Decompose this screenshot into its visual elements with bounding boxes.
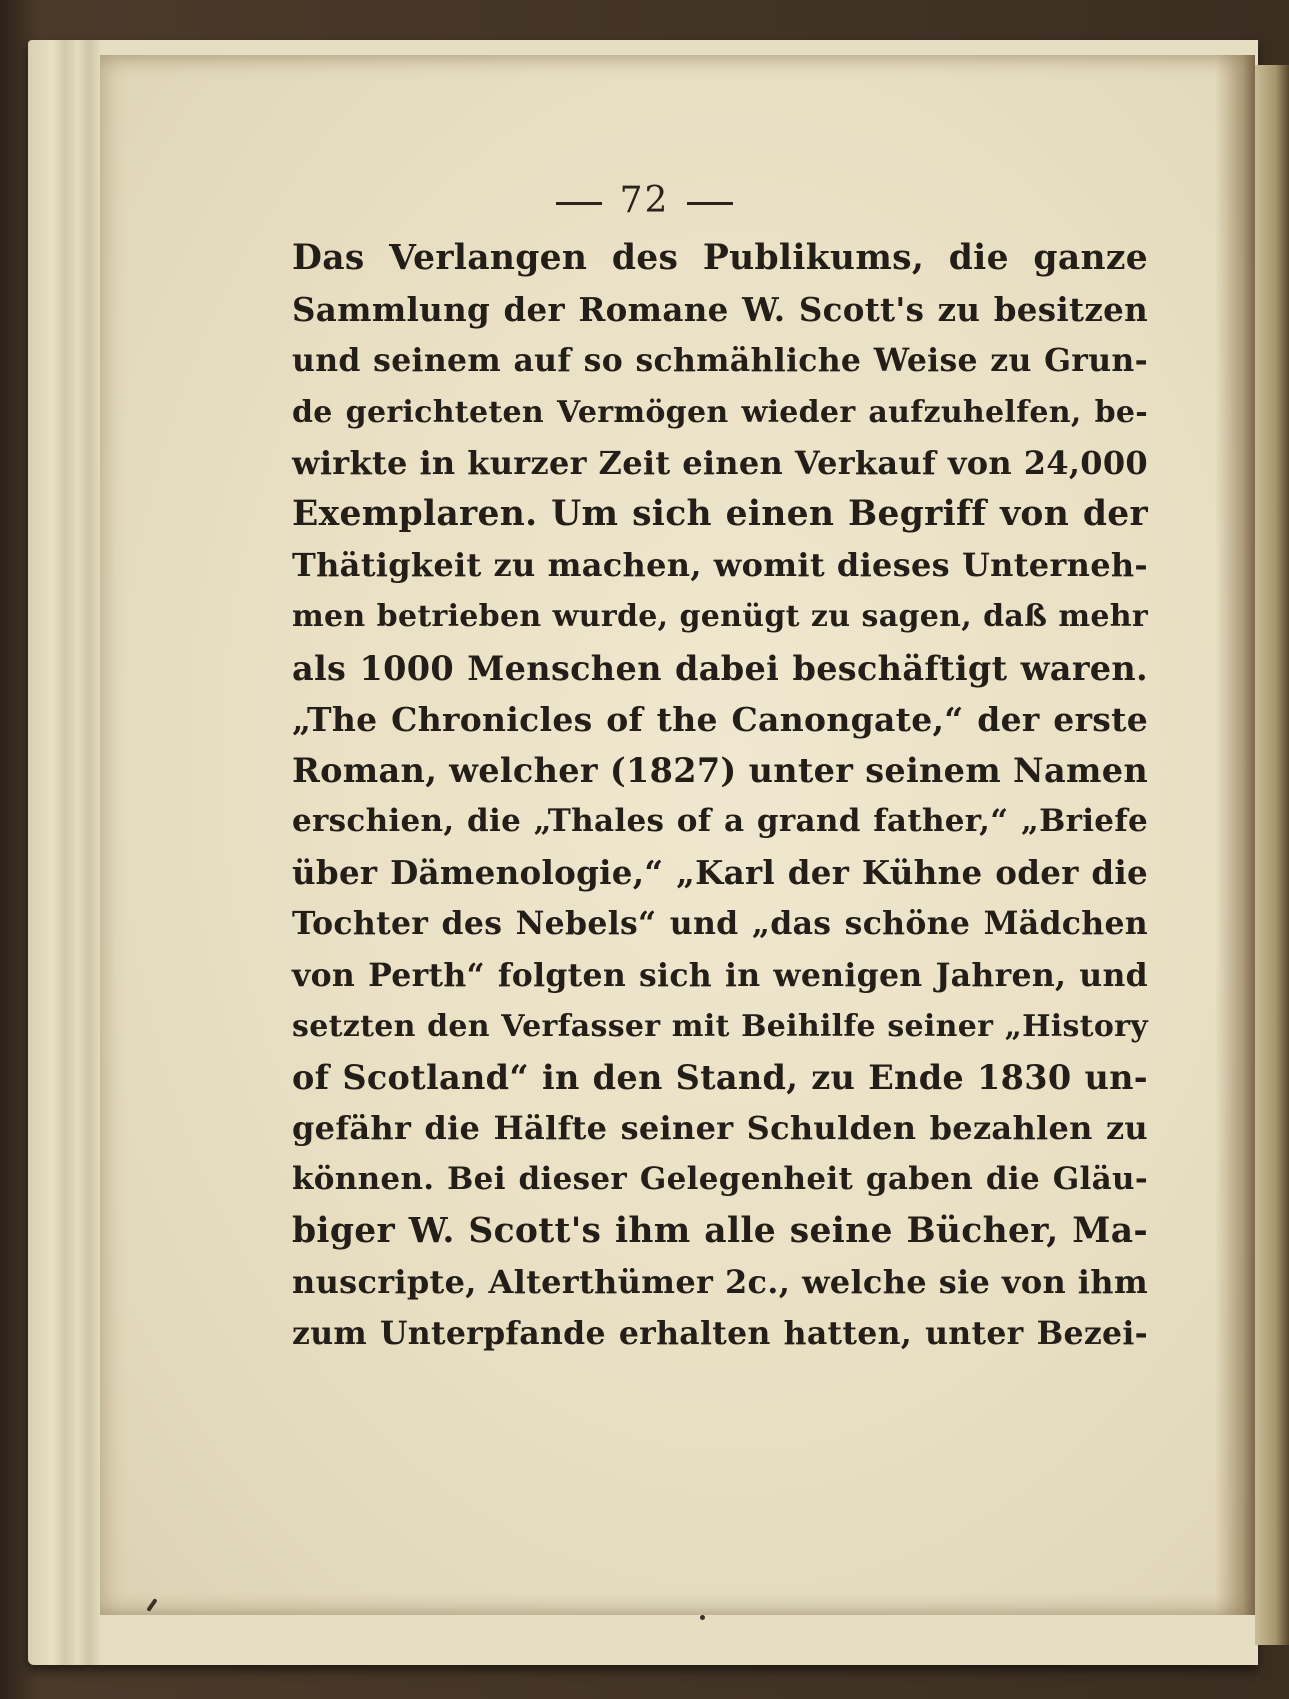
text-line: Thätigkeit zu machen, womit dieses Unterneh- — [292, 546, 1148, 585]
text-line: als 1000 Menschen dabei beschäftigt waren. — [292, 648, 1148, 688]
text-line: Exemplaren. Um sich einen Begriff von der — [292, 493, 1148, 534]
text-line: können. Bei dieser Gelegenheit gaben die Gläu- — [292, 1161, 1148, 1198]
text-line: nuscripte, Alterthümer 2c., welche sie von ihm — [292, 1262, 1148, 1301]
text-line: „The Chronicles of the Canongate,“ der erste — [292, 699, 1148, 739]
ink-speck — [700, 1615, 705, 1620]
page-header — [0, 180, 1289, 221]
text-line: Das Verlangen des Publikums, die ganze — [292, 238, 1148, 278]
text-line: de gerichteten Vermögen wieder aufzuhelfen, be- — [292, 394, 1148, 430]
text-line: über Dämenologie,“ „Karl der Kühne oder die — [292, 853, 1148, 893]
text-line: Sammlung der Romane W. Scott's zu besitzen — [292, 290, 1148, 330]
page-number: 72 — [619, 180, 670, 221]
text-line: und seinem auf so schmähliche Weise zu Grun- — [292, 342, 1148, 380]
text-line: biger W. Scott's ihm alle seine Bücher, Ma- — [292, 1210, 1148, 1251]
text-line: Tochter des Nebels“ und „das schöne Mädchen — [292, 905, 1148, 943]
text-line: of Scotland“ in den Stand, zu Ende 1830 un- — [292, 1058, 1148, 1097]
text-line: zum Unterpfande erhalten hatten, unter Bezei- — [292, 1314, 1148, 1352]
text-line: men betrieben wurde, genügt zu sagen, daß mehr — [292, 599, 1148, 635]
page-gutter — [1215, 55, 1255, 1615]
text-line: wirkte in kurzer Zeit einen Verkauf von 24,000 — [292, 443, 1148, 482]
text-line: erschien, die „Thales of a grand father,“ „Briefe — [292, 803, 1148, 840]
text-line: Roman, welcher (1827) unter seinem Namen — [292, 750, 1148, 790]
facing-page-edge — [1255, 65, 1289, 1645]
header-dash-right — [687, 202, 733, 205]
text-line: gefähr die Hälfte seiner Schulden bezahlen zu — [292, 1109, 1148, 1148]
text-line: setzten den Verfasser mit Beihilfe seiner „History — [292, 1008, 1148, 1044]
body-text — [292, 233, 1148, 1359]
text-line: von Perth“ folgten sich in wenigen Jahren, und — [292, 956, 1148, 994]
header-dash-left — [556, 202, 602, 205]
